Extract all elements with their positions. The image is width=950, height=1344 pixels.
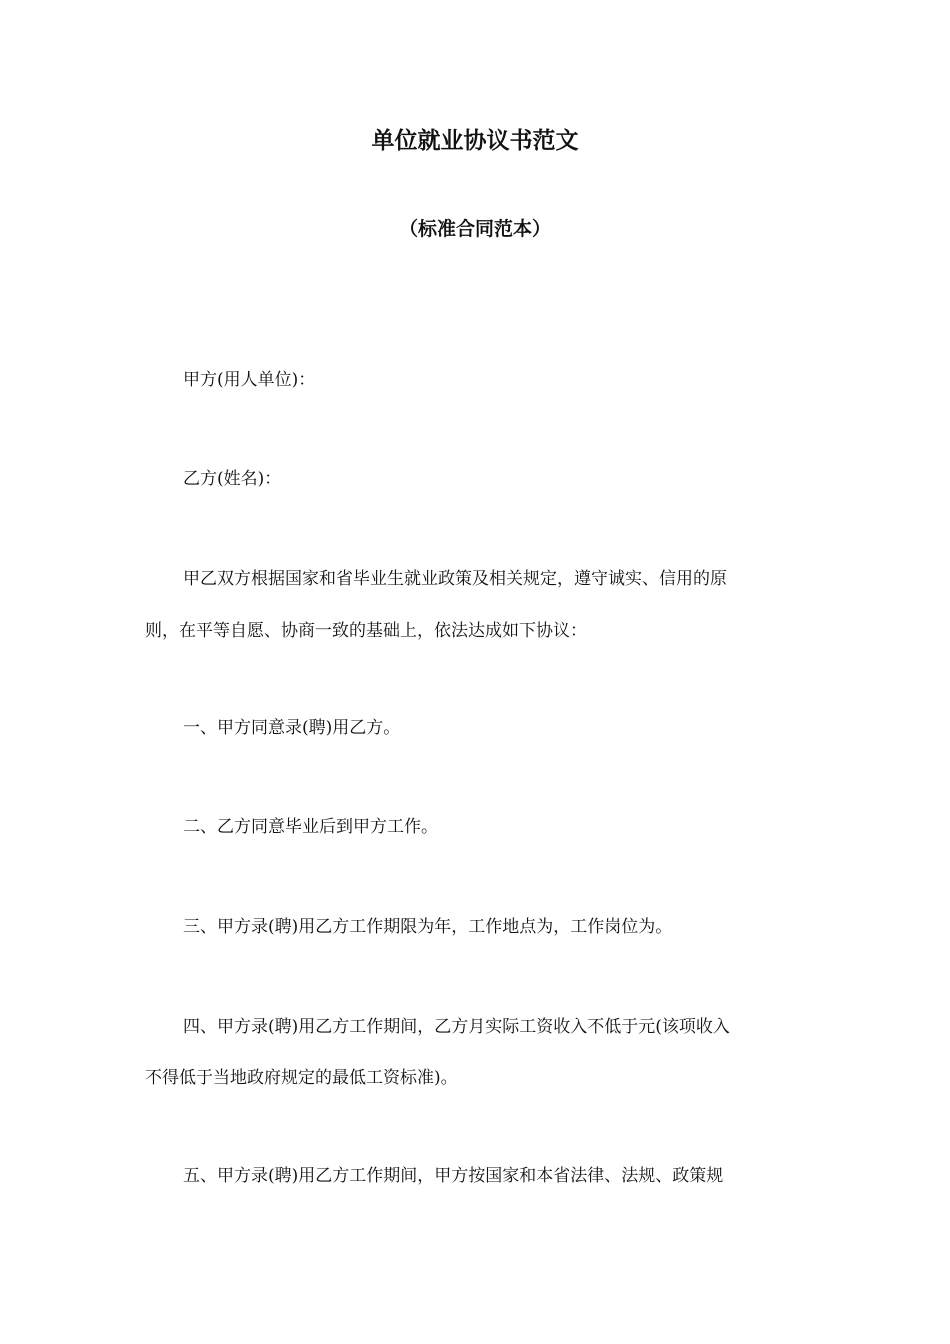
intro-paragraph-line-1: 甲乙双方根据国家和省毕业生就业政策及相关规定，遵守诚实、信用的原: [183, 569, 727, 589]
party-b-label: 乙方(姓名)：: [183, 469, 282, 489]
document-subtitle: （标准合同范本）: [398, 218, 551, 240]
intro-paragraph-line-2: 则，在平等自愿、协商一致的基础上，依法达成如下协议：: [145, 621, 587, 641]
clause-2: 二、乙方同意毕业后到甲方工作。: [183, 817, 438, 837]
document-title: 单位就业协议书范文: [371, 128, 579, 154]
clause-4-line-2: 不得低于当地政府规定的最低工资标准)。: [145, 1068, 458, 1088]
clause-4-line-1: 四、甲方录(聘)用乙方工作期间，乙方月实际工资收入不低于元(该项收入: [183, 1017, 730, 1037]
clause-3: 三、甲方录(聘)用乙方工作期限为年，工作地点为，工作岗位为。: [183, 917, 673, 937]
clause-5-line-1: 五、甲方录(聘)用乙方工作期间，甲方按国家和本省法律、法规、政策规: [183, 1166, 724, 1186]
party-a-label: 甲方(用人单位)：: [183, 370, 316, 390]
clause-1: 一、甲方同意录(聘)用乙方。: [183, 718, 401, 738]
